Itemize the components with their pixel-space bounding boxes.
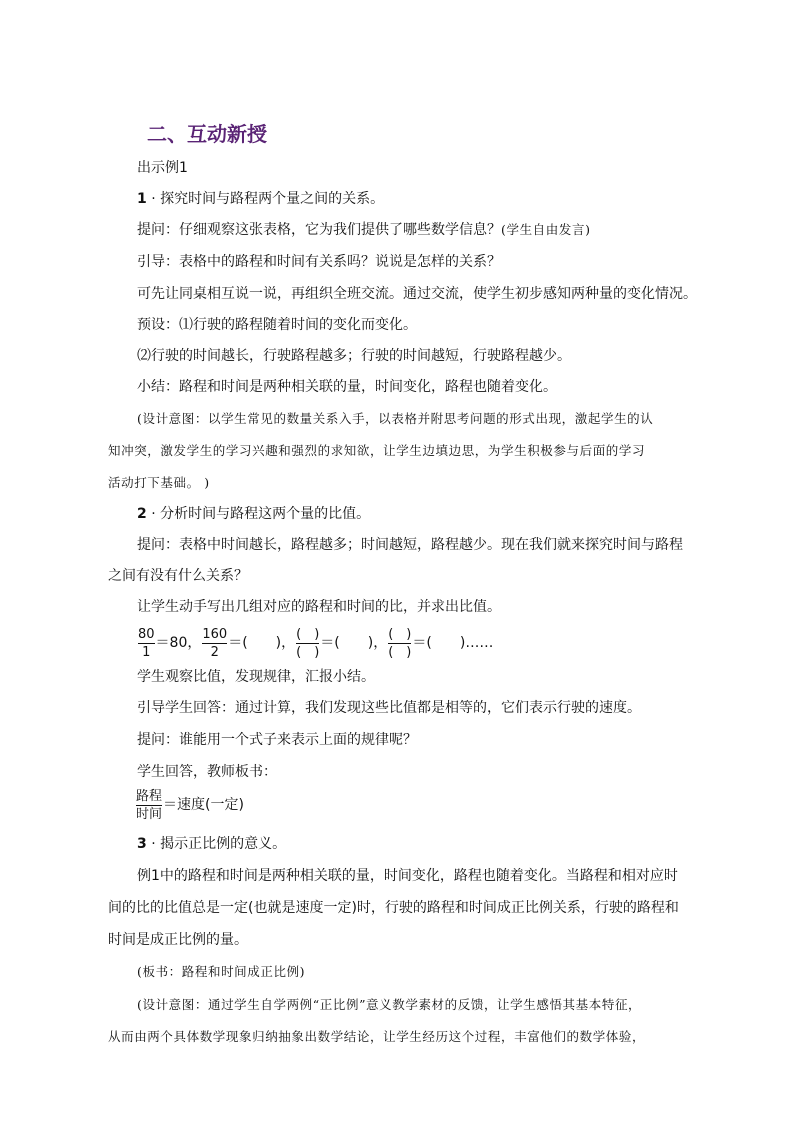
numerator: ( ) (388, 626, 412, 642)
design-intent-1-line-3: 活动打下基础。 ) (108, 475, 210, 490)
fraction-bar (136, 805, 162, 806)
example-line: 出示例1 (137, 160, 188, 176)
design-intent-2-line-1: (设计意图：通过学生自学两例“正比例”意义教学素材的反馈，让学生感悟其基本特征， (137, 997, 642, 1012)
fraction (136, 789, 162, 822)
preset-1: 预设：⑴行驶的路程随着时间的变化而变化。 (137, 317, 417, 333)
denominator: 2 (210, 644, 219, 660)
question-2-line-1: 提问：表格中时间越长，路程越多；时间越短，路程越少。现在我们就来探究时间与路程 (137, 537, 683, 553)
step-number: 1 (137, 191, 147, 207)
step-text: 分析时间与路程这两个量的比值。 (160, 506, 371, 522)
meaning-line-2: 间的比的比值总是一定(也就是速度一定)时，行驶的路程和时间成正比例关系，行驶的路程和 (108, 900, 679, 916)
numerator: ( ) (296, 626, 320, 642)
fraction-value: ＝( )， (320, 635, 388, 651)
guide-2: 引导学生回答：通过计算，我们发现这些比值都是相等的，它们表示行驶的速度。 (137, 700, 641, 716)
summary-1: 小结：路程和时间是两种相关联的量，时间变化，路程也随着变化。 (137, 379, 557, 395)
meaning-line-1: 例1中的路程和时间是两种相关联的量，时间变化，路程也随着变化。当路程和相对应时 (137, 868, 678, 884)
step-number: 2 (137, 506, 147, 522)
fraction-bar (202, 643, 227, 644)
fraction-value: ＝( )…… (412, 635, 494, 651)
step-separator: · (151, 506, 156, 522)
fraction-value: ＝( )， (228, 635, 296, 651)
write-ratio-line: 让学生动手写出几组对应的路程和时间的比，并求出比值。 (137, 599, 501, 615)
question-2-line-2: 之间有没有什么关系？ (108, 568, 248, 584)
formula-result: ＝速度(一定) (163, 797, 244, 813)
denominator: ( ) (296, 644, 320, 660)
fraction-bar (296, 643, 319, 644)
numerator: 路程 (136, 788, 163, 804)
fraction (388, 627, 411, 660)
design-intent-1-line-2: 知冲突，激发学生的学习兴趣和强烈的求知欲，让学生边填边思，为学生积极参与后面的学习 (108, 443, 646, 458)
observe-line: 学生观察比值，发现规律，汇报小结。 (137, 669, 375, 685)
step-1-heading (137, 189, 384, 209)
step-separator: · (151, 191, 156, 207)
denominator: 时间 (136, 806, 163, 822)
section-heading: 二、互动新授 (147, 122, 267, 146)
numerator: 160 (202, 626, 228, 642)
ratio-formula-row (137, 625, 493, 661)
guide-1: 引导：表格中的路程和时间有关系吗？说说是怎样的关系？ (137, 254, 501, 270)
fraction-bar (138, 643, 155, 644)
discussion-line: 可先让同桌相互说一说，再组织全班交流。通过交流，使学生初步感知两种量的变化情况。 (137, 286, 697, 302)
fraction (202, 627, 227, 660)
fraction-value: ＝80， (155, 635, 202, 651)
numerator: 80 (138, 626, 155, 642)
board-note: (板书：路程和时间成正比例) (137, 964, 306, 979)
question-3: 提问：谁能用一个式子来表示上面的规律呢？ (137, 732, 417, 748)
preset-2: ⑵行驶的时间越长，行驶路程越多；行驶的时间越短，行驶路程越少。 (137, 348, 571, 364)
step-separator: · (151, 836, 156, 852)
design-intent-1-line-1: (设计意图：以学生常见的数量关系入手，以表格并附思考问题的形式出现，激起学生的认 (137, 411, 654, 426)
question-text: 提问：仔细观察这张表格，它为我们提供了哪些数学信息？ (137, 222, 501, 238)
fraction-bar (388, 643, 411, 644)
denominator: 1 (142, 644, 151, 660)
design-intent-2-line-2: 从而由两个具体数学现象归纳抽象出数学结论，让学生经历这个过程，丰富他们的数学体验， (108, 1029, 646, 1044)
question-1 (137, 220, 591, 240)
step-3-heading (137, 834, 286, 854)
step-number: 3 (137, 836, 147, 852)
step-text: 探究时间与路程两个量之间的关系。 (160, 191, 385, 207)
meaning-line-3: 时间是成正比例的量。 (108, 932, 248, 948)
answer-line: 学生回答，教师板书： (137, 764, 277, 780)
step-text: 揭示正比例的意义。 (160, 836, 287, 852)
fraction (296, 627, 319, 660)
question-note: (学生自由发言) (501, 222, 591, 237)
denominator: ( ) (388, 644, 412, 660)
fraction (138, 627, 155, 660)
step-2-heading (137, 504, 370, 524)
speed-formula (135, 787, 244, 823)
